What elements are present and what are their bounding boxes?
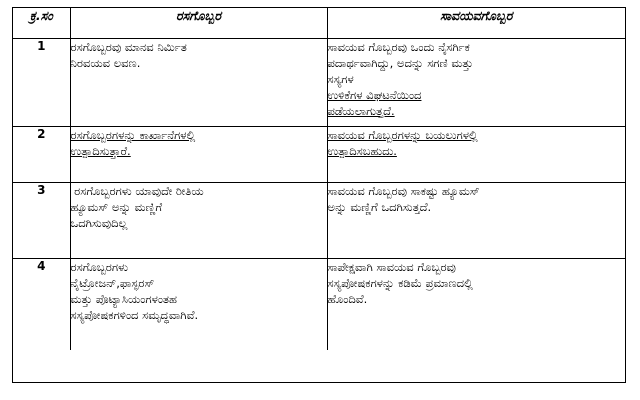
organic-cell — [327, 39, 625, 127]
cell-line: ರಸಗೊಬ್ಬರವು ಮಾನವ ನಿರ್ಮಿತ — [70, 40, 187, 54]
cell-line: ನಿರವಯವ ಲವಣ. — [70, 56, 141, 70]
header-serial-number: ಕ್ರ.ಸಂ — [13, 8, 70, 39]
header-organic-manure: ಸಾವಯವಗೊಬ್ಬರ — [327, 8, 625, 39]
cell-line: ಪದಾರ್ಥವಾಗಿದ್ದು, ಅದನ್ನು ಸಗಣಿ ಮತ್ತು — [327, 56, 473, 70]
row-number: 3 — [13, 183, 70, 259]
cell-line: ರಸಗೊಬ್ಬರಗಳನ್ನು ಕಾರ್ಖಾನೆಗಳಲ್ಲಿ — [70, 128, 196, 142]
cell-line: ರಸಗೊಬ್ಬರಗಳು — [70, 260, 129, 274]
chemical-cell — [70, 127, 327, 183]
chemical-cell — [70, 39, 327, 127]
cell-line: ಉತ್ಪಾದಿಸಬಹುದು. — [327, 144, 397, 158]
cell-line: ಹ್ಯೂಮಸ್ ಅನ್ನು ಮಣ್ಣಿಗೆ — [70, 200, 163, 214]
cell-line: ಸಾಪೇಕ್ಷವಾಗಿ ಸಾವಯವ ಗೊಬ್ಬರವು — [327, 260, 456, 274]
row-number: 4 — [13, 259, 70, 351]
cell-line: ಸಸ್ಯಪೋಷಕಗಳನ್ನು ಕಡಿಮೆ ಪ್ರಮಾಣದಲ್ಲಿ — [327, 276, 473, 290]
cell-line: ಸಾವಯವ ಗೊಬ್ಬರವು ಸಾಕಷ್ಟು ಹ್ಯೂಮಸ್ — [327, 184, 480, 198]
table-row — [13, 183, 625, 259]
chemical-cell — [70, 183, 327, 259]
cell-line: ಪಡೆಯಲಾಗುತ್ತದೆ. — [327, 104, 395, 118]
cell-line: ಸಾವಯವ ಗೊಬ್ಬರಗಳನ್ನು ಬಯಲುಗಳಲ್ಲಿ — [327, 128, 478, 142]
comparison-table-frame — [12, 7, 626, 383]
cell-line: ರಸಗೊಬ್ಬರಗಳು ಯಾವುದೇ ರೀತಿಯ — [70, 184, 204, 198]
table-row — [13, 39, 625, 127]
cell-line: ಒದಗಿಸುವುದಿಲ್ಲ — [70, 216, 128, 230]
organic-cell — [327, 183, 625, 259]
cell-line: ಸಾವಯವ ಗೊಬ್ಬರವು ಒಂದು ನೈಸರ್ಗಿಕ — [327, 40, 470, 54]
cell-line: ಸಸ್ಯಗಳ — [327, 72, 354, 86]
organic-cell — [327, 259, 625, 351]
organic-cell — [327, 127, 625, 183]
cell-line: ಹೊಂದಿವೆ. — [327, 292, 368, 306]
header-row — [13, 8, 625, 39]
cell-line: ಅನ್ನು ಮಣ್ಣಿಗೆ ಒದಗಿಸುತ್ತದೆ. — [327, 200, 432, 214]
table-row — [13, 259, 625, 351]
header-chemical-fertilizer: ರಸಗೊಬ್ಬರ — [70, 8, 327, 39]
cell-line: ಸಸ್ಯಪೋಷಕಗಳಿಂದ ಸಮೃದ್ಧವಾಗಿವೆ. — [70, 308, 199, 322]
comparison-table — [13, 8, 625, 350]
row-number: 2 — [13, 127, 70, 183]
cell-line: ಮತ್ತು ಪೊಟ್ಯಾಸಿಯಂಗಳಂತಹ — [70, 292, 177, 306]
row-number: 1 — [13, 39, 70, 127]
cell-line: ಉಳಿಕೆಗಳ ವಿಘಟನೆಯಿಂದ — [327, 88, 422, 102]
cell-line: ನೈಟ್ರೋಜನ್,ಫಾಸ್ಫರಸ್ — [70, 276, 155, 290]
cell-line: ಉತ್ಪಾದಿಸುತ್ತಾರೆ. — [70, 144, 131, 158]
table-row — [13, 127, 625, 183]
chemical-cell — [70, 259, 327, 351]
